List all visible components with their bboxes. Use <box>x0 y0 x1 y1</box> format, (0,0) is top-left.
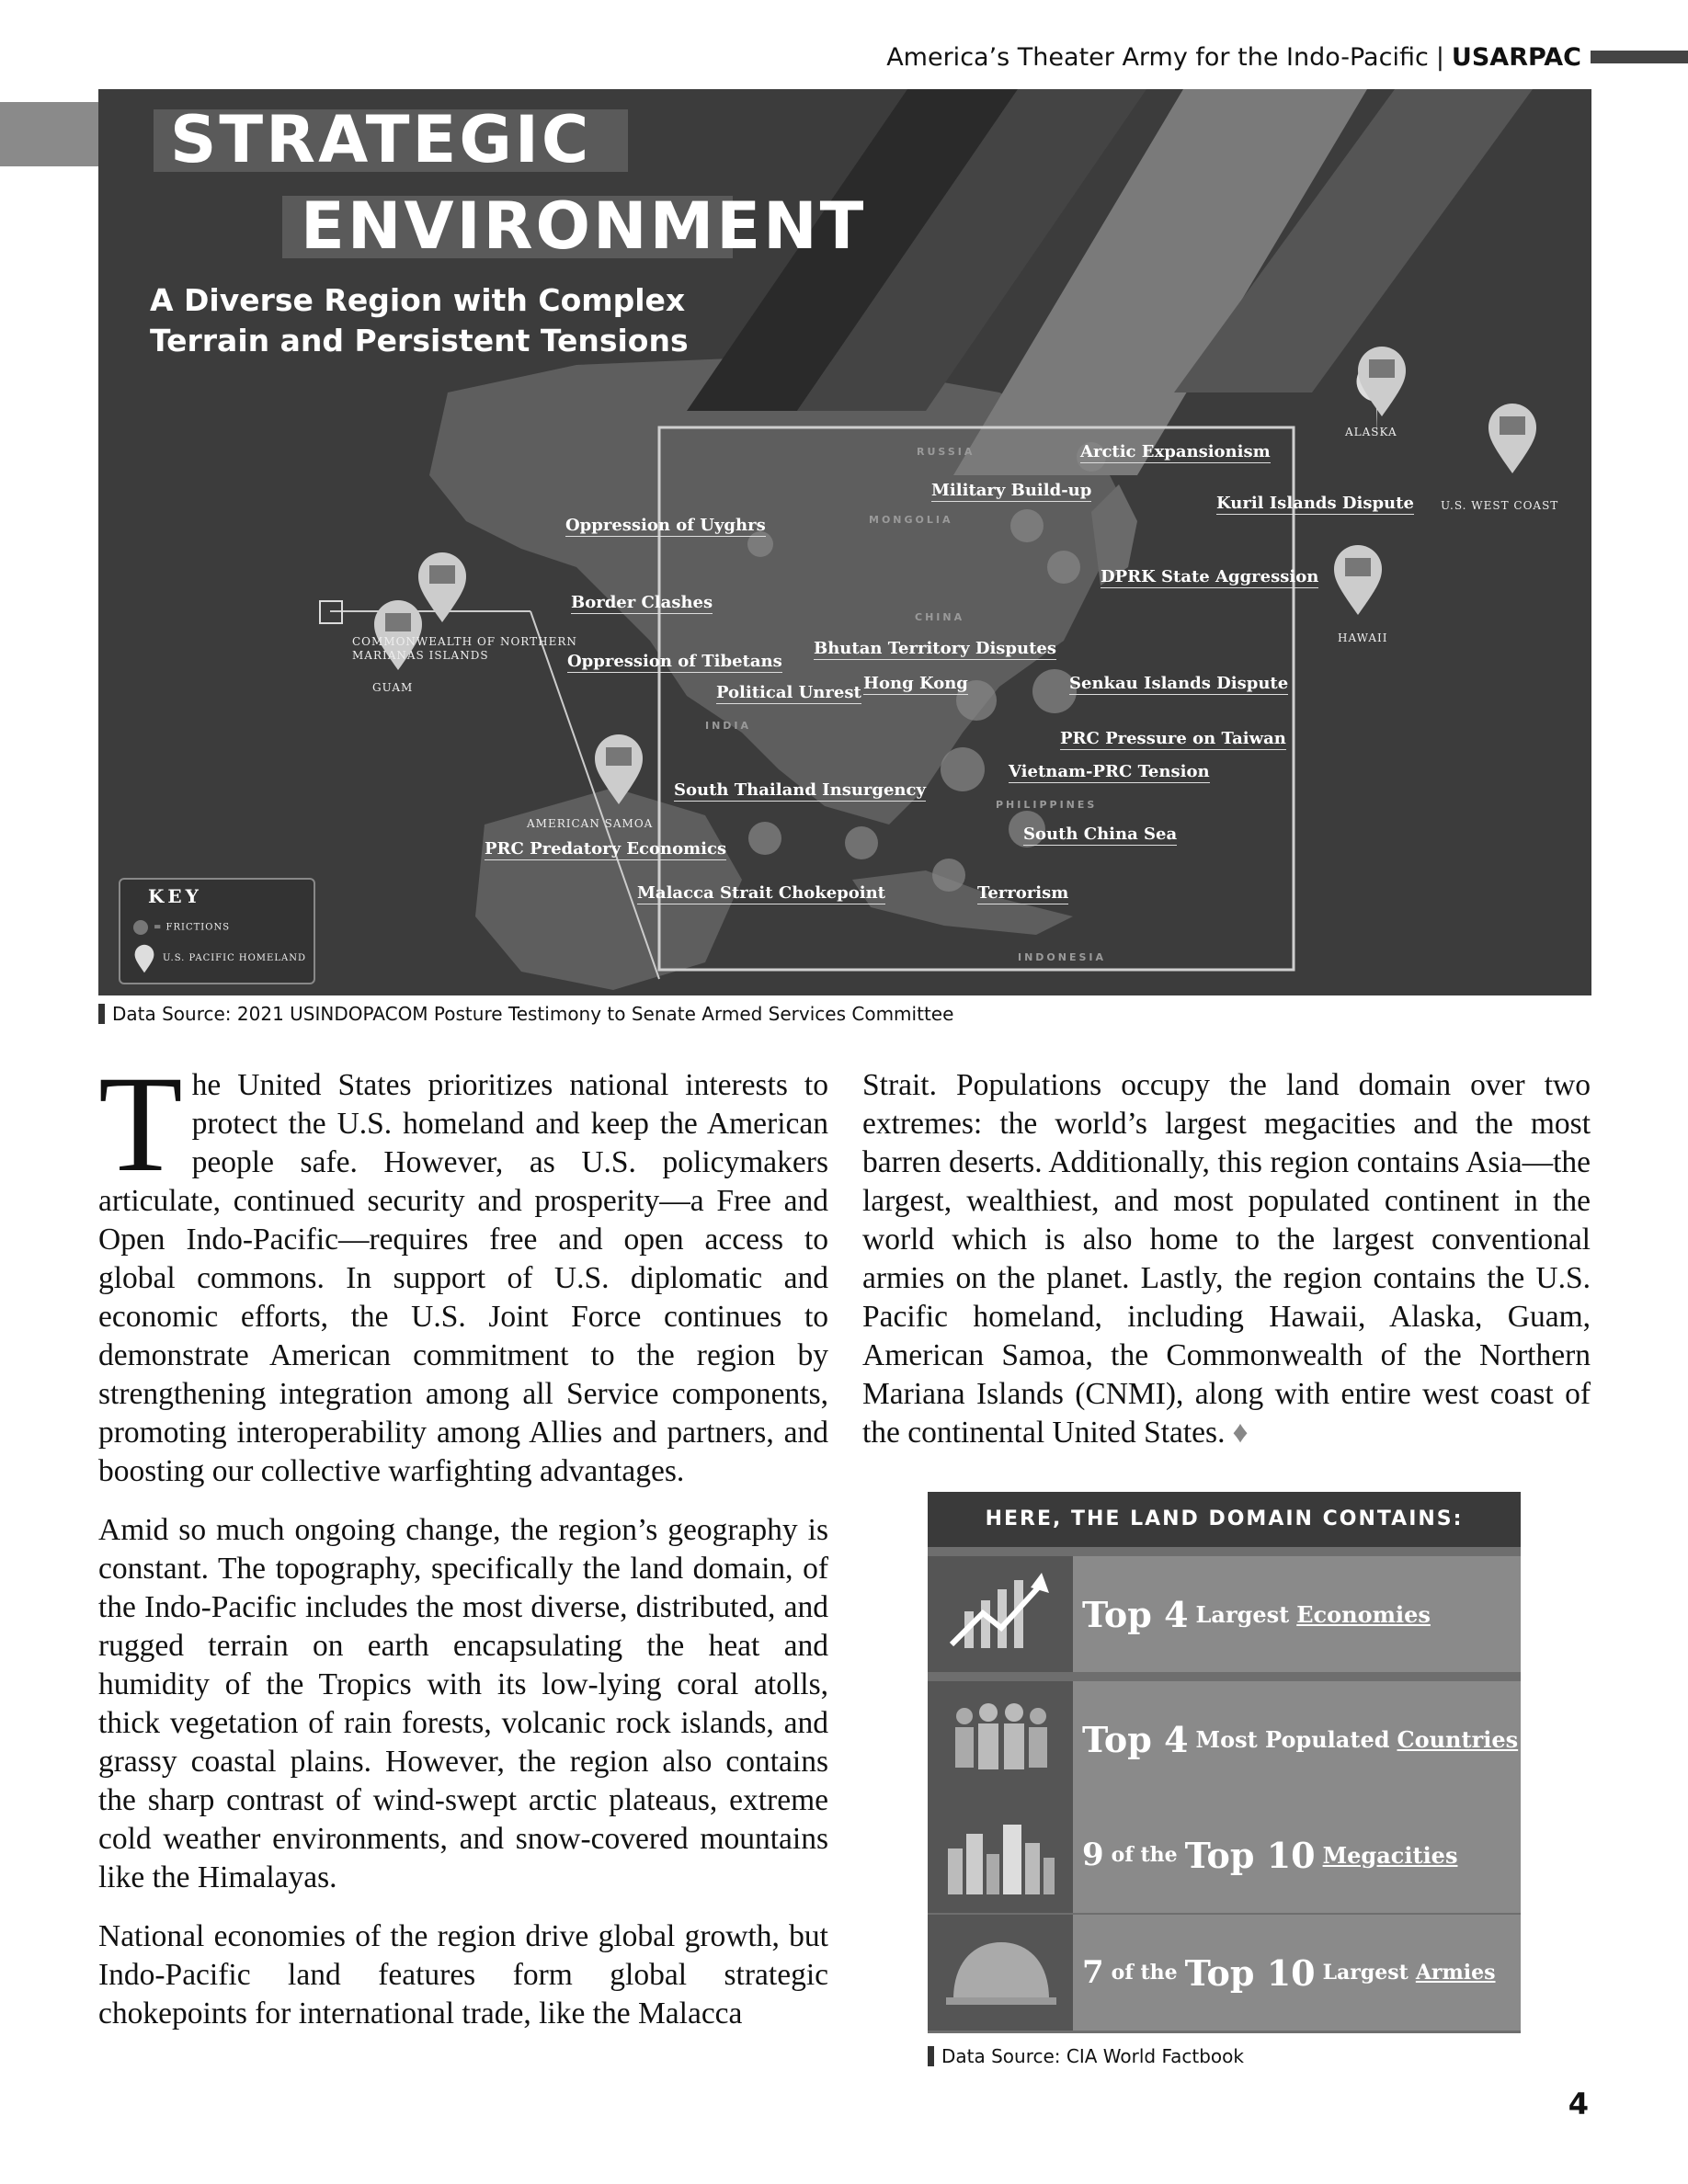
header-separator: | <box>1435 42 1444 72</box>
key-pin-icon <box>133 944 155 973</box>
row3-a: 9 <box>1082 1837 1104 1873</box>
friction-dot-icon <box>133 920 148 935</box>
row3-c: Top 10 <box>1184 1834 1316 1876</box>
label-dprk: DPRK State Aggression <box>1101 567 1319 586</box>
region-china: CHINA <box>915 611 965 623</box>
panel-row-economies <box>928 1556 1521 1672</box>
label-terrorism: Terrorism <box>977 883 1069 903</box>
running-title: America’s Theater Army for the Indo-Pacific <box>886 42 1429 72</box>
friction-circle <box>1047 551 1080 584</box>
map-subtitle: A Diverse Region with Complex Terrain and Persistent Tensions <box>150 282 689 358</box>
region-russia: RUSSIA <box>917 446 975 458</box>
label-malacca: Malacca Strait Chokepoint <box>637 883 885 903</box>
chart-up-icon <box>928 1556 1073 1672</box>
label-scs: South China Sea <box>1023 825 1178 844</box>
panel-row-armies <box>928 1915 1521 2030</box>
paragraph-3: National economies of the region drive global growth, but Indo-Pacific land features form global strategic chokepoints for international trade, like the Malacca <box>98 1919 828 2030</box>
key-frictions-label: = FRICTIONS <box>154 922 231 933</box>
map-title-line1: STRATEGIC <box>170 102 592 177</box>
panel-row-populated <box>928 1681 1521 1797</box>
panel-text-megacities <box>1073 1797 1521 1913</box>
key-frictions-row <box>133 920 230 935</box>
people-icon <box>928 1681 1073 1797</box>
map-title-line2: ENVIRONMENT <box>301 188 867 264</box>
page-number: 4 <box>1568 2087 1589 2121</box>
city-icon <box>928 1797 1073 1913</box>
westcoast-pin-icon <box>1485 402 1540 475</box>
label-alaska: ALASKA <box>1345 426 1397 438</box>
label-cnmi: COMMONWEALTH OF NORTHERN MARIANAS ISLANDS <box>352 635 577 662</box>
label-arctic: Arctic Expansionism <box>1080 442 1271 461</box>
row1-b: Largest <box>1195 1600 1290 1628</box>
row4-b: of the <box>1111 1961 1178 1985</box>
label-thailand: South Thailand Insurgency <box>674 780 926 800</box>
row2-a: Top 4 <box>1082 1718 1189 1760</box>
row1-a: Top 4 <box>1082 1593 1189 1635</box>
label-unrest: Political Unrest <box>716 683 861 702</box>
friction-circle <box>748 822 781 855</box>
friction-circle <box>932 859 965 892</box>
body-column-right <box>862 1066 1591 1473</box>
land-domain-panel <box>928 1492 1521 2033</box>
row3-d: Megacities <box>1322 1841 1458 1869</box>
paragraph-1-text: he United States prioritizes national interests to protect the U.S. homeland and keep the American people safe. However, as U.S. policymakers articulate, continued security and prosperity—a Free and Open Indo-Pacific—requires free and open access to global commons. In support of U.S. diplomatic and economic efforts, the U.S. Joint Force continues to demonstrate American commitment to the region by strengthening integration among all Service components, promoting interoperability among Allies and partners, and boosting our collective warfighting advantages. <box>98 1068 828 1488</box>
strategic-environment-map <box>98 89 1591 995</box>
header-org: USARPAC <box>1451 42 1581 72</box>
label-vietnam: Vietnam-PRC Tension <box>1009 762 1210 781</box>
label-border: Border Clashes <box>571 593 713 612</box>
end-mark-icon: ♦ <box>1232 1416 1249 1450</box>
paragraph-1 <box>98 1048 828 1491</box>
row1-c: Economies <box>1296 1600 1431 1628</box>
key-homeland-label: U.S. PACIFIC HOMELAND <box>163 953 306 963</box>
samoa-pin-icon <box>591 733 646 806</box>
row2-c: Countries <box>1397 1725 1519 1753</box>
label-taiwan: PRC Pressure on Taiwan <box>1060 729 1286 748</box>
panel-text-economies <box>1073 1556 1521 1672</box>
region-india: INDIA <box>705 720 752 732</box>
map-data-source: Data Source: 2021 USINDOPACOM Posture Testimony to Senate Armed Services Committee <box>98 1004 953 1024</box>
paragraph-4 <box>862 1066 1591 1452</box>
label-military: Military Build-up <box>931 481 1092 500</box>
label-uyghurs: Oppression of Uyghrs <box>565 516 766 535</box>
key-title: KEY <box>148 885 202 907</box>
label-hawaii: HAWAII <box>1338 631 1388 644</box>
paragraph-4-text: Strait. Populations occupy the land domain over two extremes: the world’s largest megacities and the most barren deserts. Additionally, this region contains Asia—the largest, wealthiest, and most populated continent in the world which is also home to the largest conventional armies on the planet. Lastly, the region contains the U.S. Pacific homeland, including Hawaii, Alaska, Guam, American Samoa, the Commonwealth of the Northern Mariana Islands (CNMI), along with entire west coast of the continental United States. <box>862 1068 1591 1450</box>
label-tibetans: Oppression of Tibetans <box>567 652 782 671</box>
region-indonesia: INDONESIA <box>1018 951 1107 963</box>
friction-circle <box>845 826 878 859</box>
label-westcoast: U.S. WEST COAST <box>1441 499 1559 512</box>
row2-b: Most Populated <box>1195 1725 1390 1753</box>
label-guam: GUAM <box>372 681 414 694</box>
alaska-pin-icon <box>1354 345 1409 418</box>
label-senkaku: Senkau Islands Dispute <box>1069 674 1289 693</box>
paragraph-2: Amid so much ongoing change, the region’s geography is constant. The topography, specifically the land domain, of the Indo-Pacific includes the most diverse, distributed, and rugged terrain on earth encapsulating the heat and humidity of the Tropics with its low-lying coral atolls, thick vegetation of rain forests, volcanic rock islands, and grassy coastal plains. However, the region also contains the sharp contrast of wind-swept arctic plateaus, extreme cold weather environments, and snow-covered mountains like the Himalayas. <box>98 1513 828 1894</box>
label-samoa: AMERICAN SAMOA <box>527 817 654 830</box>
map-key <box>119 878 315 984</box>
header-bar <box>1591 51 1688 63</box>
row4-d: Largest <box>1322 1961 1409 1985</box>
friction-circle <box>941 747 985 791</box>
region-philippines: PHILIPPINES <box>996 799 1098 811</box>
running-header <box>886 37 1688 77</box>
label-kuril: Kuril Islands Dispute <box>1216 494 1414 513</box>
region-mongolia: MONGOLIA <box>869 514 953 526</box>
panel-text-armies <box>1073 1915 1521 2030</box>
panel-row-megacities <box>928 1797 1521 1913</box>
body-column-left <box>98 1048 828 2053</box>
panel-title: HERE, THE LAND DOMAIN CONTAINS: <box>928 1492 1521 1547</box>
drop-cap: T <box>98 1048 183 1200</box>
panel-data-source: Data Source: CIA World Factbook <box>928 2046 1244 2066</box>
label-predatory: PRC Predatory Economics <box>485 839 727 859</box>
label-hongkong: Hong Kong <box>863 674 968 693</box>
friction-circle <box>1010 509 1044 542</box>
row4-a: 7 <box>1082 1954 1104 1991</box>
row4-c: Top 10 <box>1184 1951 1316 1994</box>
panel-text-populated <box>1073 1681 1521 1797</box>
helmet-icon <box>928 1915 1073 2030</box>
row4-e: Armies <box>1415 1961 1496 1985</box>
hawaii-pin-icon <box>1330 543 1386 617</box>
label-bhutan: Bhutan Territory Disputes <box>814 639 1056 658</box>
row3-b: of the <box>1111 1843 1178 1867</box>
cnmi-marker <box>319 600 343 624</box>
